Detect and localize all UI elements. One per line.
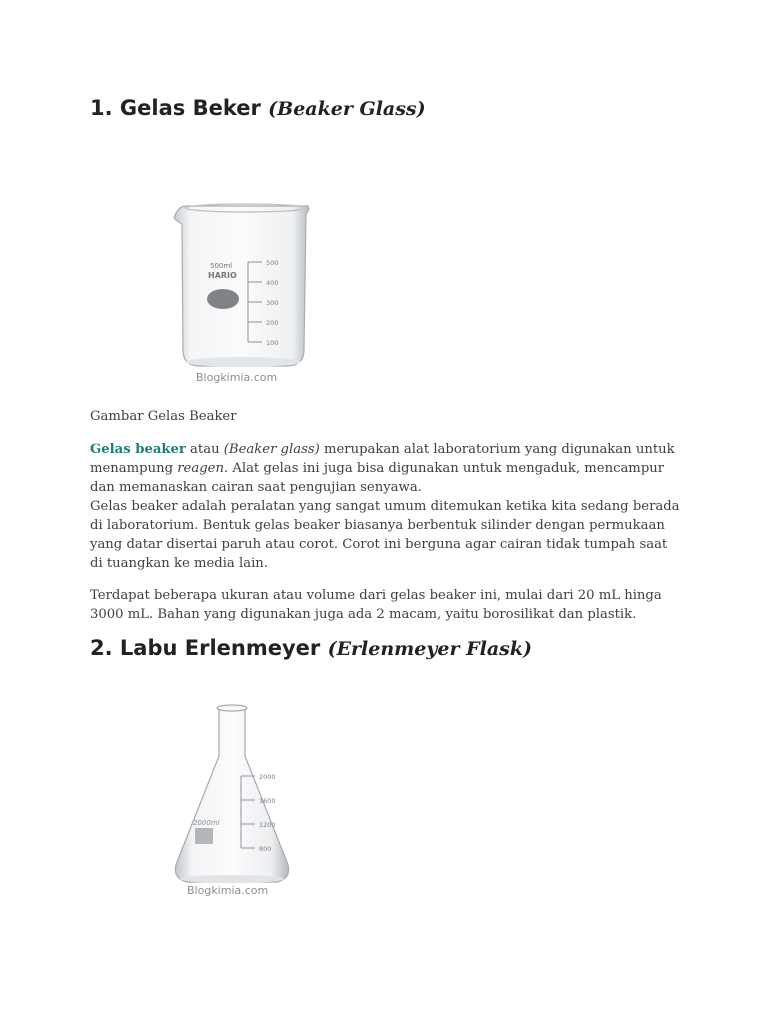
section-1-title: Gelas Beker [119,96,261,120]
paragraph-beaker-description: Gelas beaker adalah peralatan yang sangat umum ditemukan ketika kita sedang berada di laboratorium. Bentuk gelas beaker biasanya berbentuk silinder dengan permukaan yang datar disertai paruh atau corot. Corot ini berguna agar cairan tidak tumpah saat di tuangkan ke media lain. [90,499,680,571]
gelas-beaker-link[interactable]: Gelas beaker [90,442,186,457]
flask-scale-label: 2000 [259,773,276,781]
section-1-number: 1. [90,96,113,120]
section-2-heading [90,636,532,660]
figure-caption: Gambar Gelas Beaker [90,409,237,424]
section-2-title-english: (Erlenmeyer Flask) [327,638,532,660]
paragraph-beaker-sizes: Terdapat beberapa ukuran atau volume dari gelas beaker ini, mulai dari 20 mL hinga 3000 mL. Bahan yang digunakan juga ada 2 macam, yaitu borosilikat dan plastik. [90,588,662,622]
flask-watermark: Blogkimia.com [187,884,269,897]
section-2-title: Labu Erlenmeyer [119,636,321,660]
beaker-watermark: Blogkimia.com [196,371,278,384]
section-2-number: 2. [90,636,113,660]
beaker-scale-label: 400 [266,279,279,287]
section-1-heading [90,96,426,120]
beaker-scale-label: 100 [266,339,279,347]
beaker-scale-label: 500 [266,259,279,267]
flask-scale-label: 800 [259,845,272,853]
paragraph-beaker-intro: Gelas beaker atau (Beaker glass) merupakan alat laboratorium yang digunakan untuk menampung reagen. Alat gelas ini juga bisa digunakan untuk mengaduk, mencampur dan memanaskan cairan saat pengujian senyawa. [90,442,675,495]
beaker-scale-label: 200 [266,319,279,327]
svg-text:HARIO: HARIO [208,271,237,280]
flask-scale-label: 1200 [259,821,276,829]
svg-text:2000ml: 2000ml [193,819,220,827]
beaker-scale-label: 300 [266,299,279,307]
erlenmeyer-flask-image [165,700,295,900]
beaker-glass-image [168,190,318,390]
section-1-title-english: (Beaker Glass) [268,98,426,120]
svg-text:500ml: 500ml [210,262,233,270]
flask-scale-label: 1600 [259,797,276,805]
